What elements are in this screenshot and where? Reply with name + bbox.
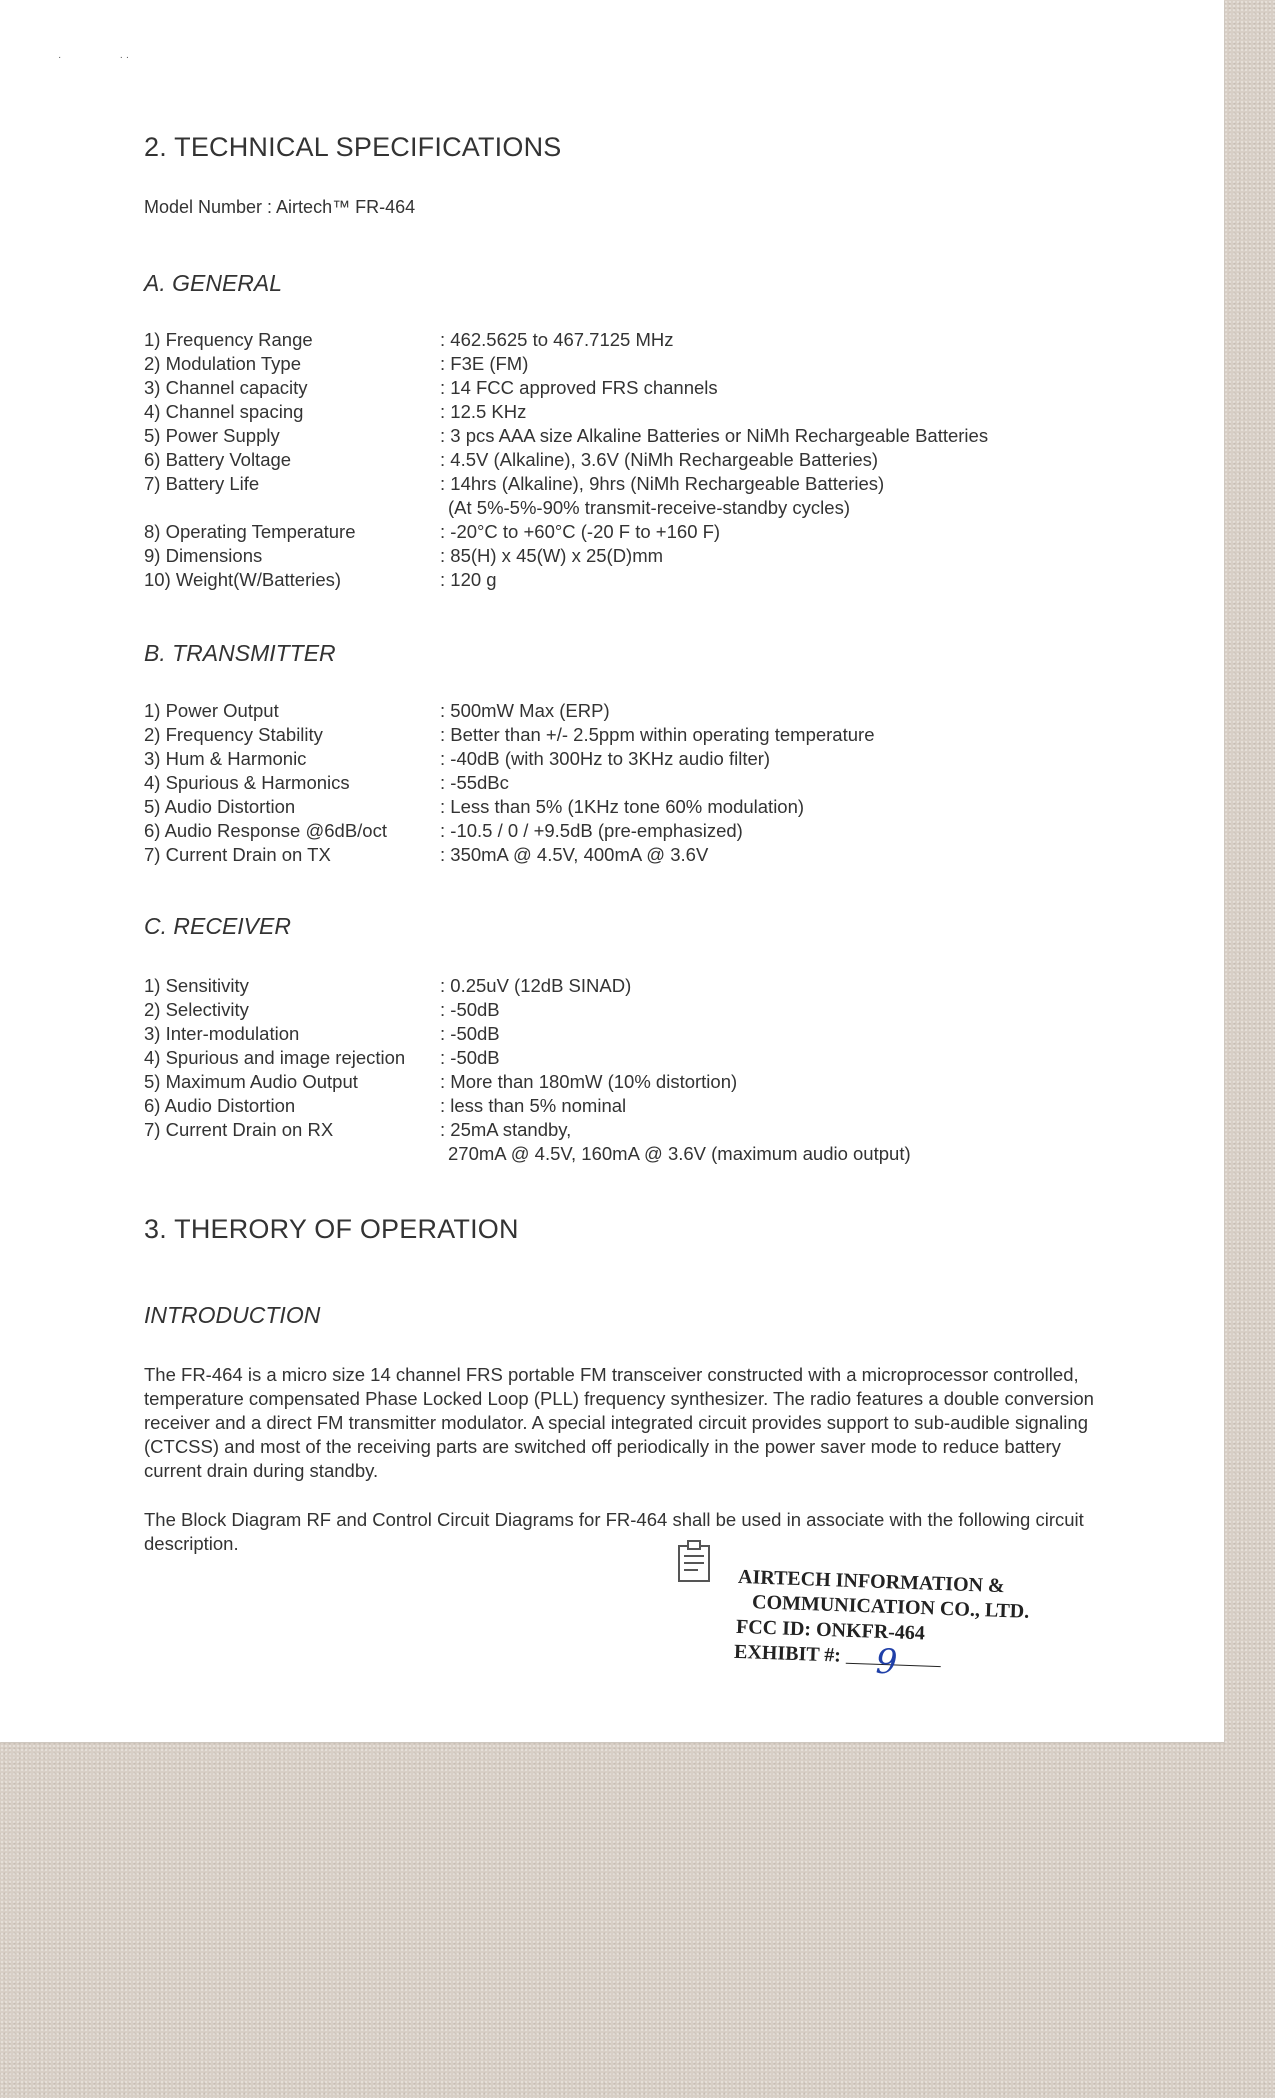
spec-label: 6) Audio Response @6dB/oct (144, 820, 387, 841)
spec-value: : -50dB (440, 1047, 500, 1068)
spec-label: 7) Current Drain on RX (144, 1119, 334, 1140)
spec-row (144, 544, 1144, 568)
spec-label: 5) Power Supply (144, 425, 280, 446)
intro-paragraph-2: The Block Diagram RF and Control Circuit Diagrams for FR-464 shall be used in associate with the following circuit description. (144, 1509, 1084, 1554)
spec-row (144, 1022, 1144, 1046)
spec-row (144, 568, 1144, 592)
spec-label: 10) Weight(W/Batteries) (144, 569, 342, 590)
spec-row (144, 424, 1144, 448)
spec-label: 4) Spurious and image rejection (144, 1047, 406, 1068)
spec-label: 9) Dimensions (144, 545, 263, 566)
spec-value: : 350mA @ 4.5V, 400mA @ 3.6V (440, 844, 709, 865)
spec-label: 1) Frequency Range (144, 329, 313, 350)
spec-value: : 14hrs (Alkaline), 9hrs (NiMh Rechargeable Batteries) (440, 473, 885, 494)
spec-label: 4) Spurious & Harmonics (144, 772, 350, 793)
model-number: Model Number : Airtech™ FR-464 (144, 197, 416, 217)
spec-row (144, 699, 1144, 723)
spec-row (144, 472, 1144, 496)
spec-row (144, 747, 1144, 771)
transmitter-title: B. TRANSMITTER (144, 640, 336, 666)
spec-label: 3) Inter-modulation (144, 1023, 300, 1044)
spec-value: : F3E (FM) (440, 353, 529, 374)
spec-label: 7) Battery Life (144, 473, 260, 494)
spec-value: : -20°C to +60°C (-20 F to +160 F) (440, 521, 721, 542)
exhibit-number-handwritten: 9 (875, 1641, 899, 1683)
spec-row (144, 819, 1144, 843)
spec-value: : 120 g (440, 569, 497, 590)
spec-label: 3) Hum & Harmonic (144, 748, 307, 769)
intro-paragraph-1: The FR-464 is a micro size 14 channel FRS portable FM transceiver constructed with a microprocessor controlled, temperature compensated Phase Locked Loop (PLL) frequency synthesizer. The radio features a double conversion receiver and a direct FM transmitter modulator. A special integrated circuit provides support to sub-audible signaling (CTCSS) and most of the receiving parts are switched off periodically in the power saver mode to reduce battery current drain during standby. (144, 1364, 1094, 1481)
spec-row (144, 795, 1144, 819)
spec-label: 4) Channel spacing (144, 401, 304, 422)
spec-row (144, 1070, 1144, 1094)
spec-label: 6) Battery Voltage (144, 449, 292, 470)
spec-label: 7) Current Drain on TX (144, 844, 331, 865)
spec-row (144, 328, 1144, 352)
spec-row (144, 771, 1144, 795)
spec-value: : -50dB (440, 1023, 500, 1044)
general-title: A. GENERAL (144, 270, 283, 296)
spec-label: 2) Modulation Type (144, 353, 302, 374)
spec-value: : 12.5 KHz (440, 401, 527, 422)
spec-label: 5) Maximum Audio Output (144, 1071, 358, 1092)
spec-label: 3) Channel capacity (144, 377, 308, 398)
spec-row-continuation (144, 1142, 1144, 1166)
spec-row (144, 520, 1144, 544)
stamp-company-line-2: COMMUNICATION CO., LTD. (751, 1591, 1030, 1623)
scan-specks: · · · (58, 52, 130, 63)
stamp-company-line-1: AIRTECH INFORMATION & (737, 1565, 1006, 1598)
section2-title: 2. TECHNICAL SPECIFICATIONS (144, 132, 562, 162)
spec-row (144, 1118, 1144, 1142)
clipboard-icon (676, 1540, 714, 1584)
spec-label: 1) Power Output (144, 700, 279, 721)
transmitter-spec-list (144, 699, 1144, 867)
receiver-spec-list (144, 974, 1144, 1166)
spec-value: : Less than 5% (1KHz tone 60% modulation) (440, 796, 805, 817)
spec-row-continuation (144, 496, 1144, 520)
spec-value: : -10.5 / 0 / +9.5dB (pre-emphasized) (440, 820, 743, 841)
spec-value: : 25mA standby, (440, 1119, 572, 1140)
spec-label: 2) Frequency Stability (144, 724, 323, 745)
spec-label: 5) Audio Distortion (144, 796, 296, 817)
spec-label: 2) Selectivity (144, 999, 249, 1020)
spec-row (144, 448, 1144, 472)
spec-value: : 4.5V (Alkaline), 3.6V (NiMh Rechargeable Batteries) (440, 449, 879, 470)
spec-label: 8) Operating Temperature (144, 521, 356, 542)
spec-row (144, 1046, 1144, 1070)
spec-value: : Better than +/- 2.5ppm within operating temperature (440, 724, 875, 745)
spec-label: 1) Sensitivity (144, 975, 249, 996)
spec-value: : 462.5625 to 467.7125 MHz (440, 329, 674, 350)
general-spec-list (144, 328, 1144, 592)
spec-value: : -55dBc (440, 772, 509, 793)
spec-row (144, 376, 1144, 400)
exhibit-underline (846, 1641, 941, 1683)
spec-value: : less than 5% nominal (440, 1095, 627, 1116)
spec-row (144, 974, 1144, 998)
spec-value: : 85(H) x 45(W) x 25(D)mm (440, 545, 664, 566)
spec-value: : More than 180mW (10% distortion) (440, 1071, 738, 1092)
section3-title: 3. THERORY OF OPERATION (144, 1214, 519, 1244)
spec-value: : 500mW Max (ERP) (440, 700, 610, 721)
spec-value: (At 5%-5%-90% transmit-receive-standby cycles) (448, 497, 850, 518)
spec-label: 6) Audio Distortion (144, 1095, 296, 1116)
receiver-title: C. RECEIVER (144, 913, 291, 939)
spec-row (144, 352, 1144, 376)
spec-value: : 14 FCC approved FRS channels (440, 377, 718, 398)
introduction-title: INTRODUCTION (144, 1302, 321, 1328)
spec-row (144, 400, 1144, 424)
spec-value: : 0.25uV (12dB SINAD) (440, 975, 632, 996)
stamp-fcc-id: FCC ID: ONKFR-464 (735, 1615, 926, 1645)
spec-row (144, 1094, 1144, 1118)
spec-value: : -40dB (with 300Hz to 3KHz audio filter) (440, 748, 771, 769)
spec-value: : 3 pcs AAA size Alkaline Batteries or NiMh Rechargeable Batteries (440, 425, 989, 446)
spec-value: : -50dB (440, 999, 500, 1020)
spec-value: 270mA @ 4.5V, 160mA @ 3.6V (maximum audio output) (448, 1143, 911, 1164)
fcc-stamp (728, 1565, 1030, 1683)
spec-row (144, 998, 1144, 1022)
spec-row (144, 843, 1144, 867)
stamp-exhibit-label: EXHIBIT #: (733, 1640, 842, 1667)
spec-row (144, 723, 1144, 747)
